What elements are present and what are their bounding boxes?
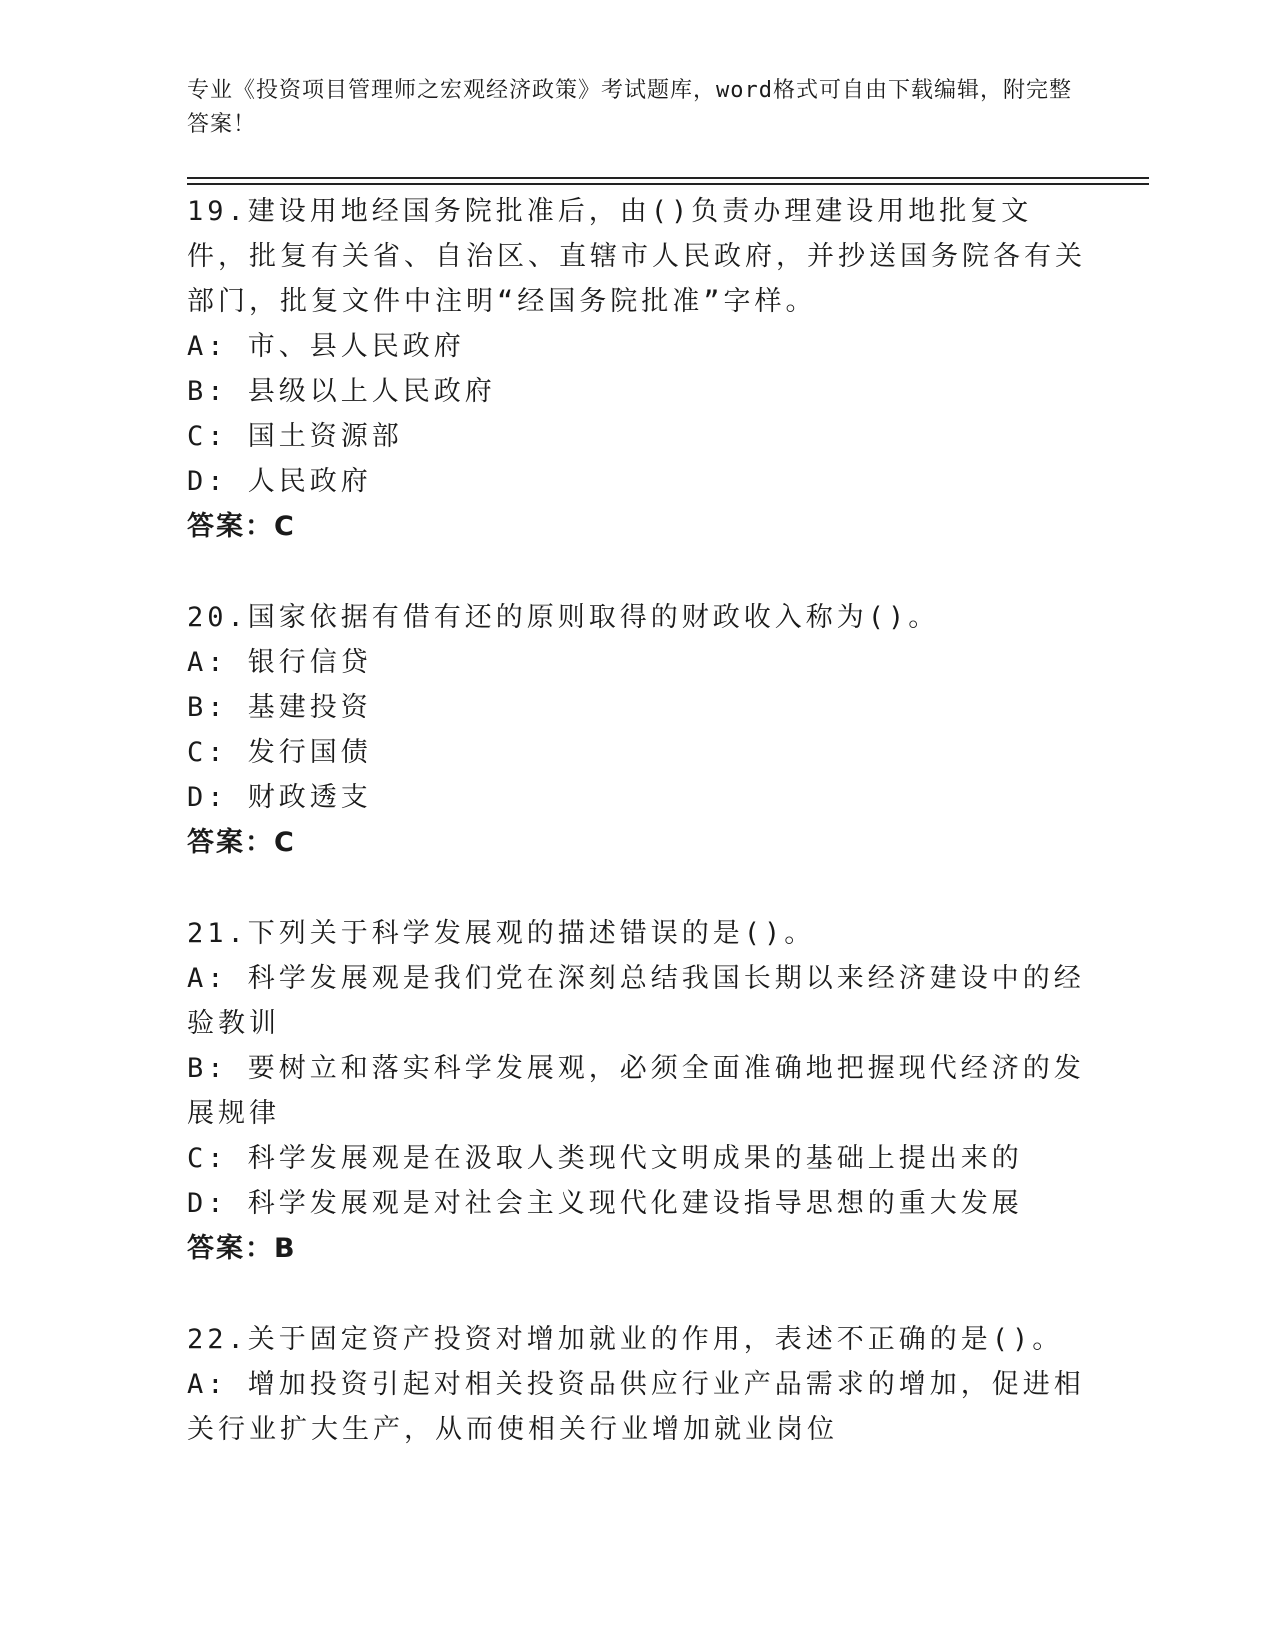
- header-divider-bottom: [187, 183, 1149, 185]
- question-stem: 19.建设用地经国务院批准后，由()负责办理建设用地批复文件，批复有关省、自治区、直辖市人民政府，并抄送国务院各有关部门，批复文件中注明“经国务院批准”字样。: [187, 196, 1086, 317]
- question-20: [187, 595, 1087, 865]
- question-stem: 20.国家依据有借有还的原则取得的财政收入称为()。: [187, 602, 940, 633]
- option-d: D: 人民政府: [187, 466, 372, 497]
- question-list: [187, 189, 1087, 1498]
- question-19: [187, 189, 1087, 549]
- question-22: [187, 1317, 1087, 1452]
- option-c: C: 发行国债: [187, 737, 372, 768]
- document-header: 专业《投资项目管理师之宏观经济政策》考试题库，word格式可自由下载编辑，附完整答案！: [187, 78, 1072, 137]
- question-stem: 22.关于固定资产投资对增加就业的作用，表述不正确的是()。: [187, 1324, 1064, 1355]
- option-a: A: 银行信贷: [187, 647, 372, 678]
- option-d: D: 财政透支: [187, 782, 372, 813]
- answer: 答案：B: [187, 1233, 297, 1264]
- option-c: C: 科学发展观是在汲取人类现代文明成果的基础上提出来的: [187, 1143, 1023, 1174]
- option-c: C: 国土资源部: [187, 421, 403, 452]
- question-stem: 21.下列关于科学发展观的描述错误的是()。: [187, 918, 816, 949]
- question-21: [187, 911, 1087, 1271]
- answer: 答案：C: [187, 827, 296, 858]
- option-a: A: 科学发展观是我们党在深刻总结我国长期以来经济建设中的经验教训: [187, 963, 1085, 1039]
- option-b: B: 要树立和落实科学发展观，必须全面准确地把握现代经济的发展规律: [187, 1053, 1085, 1129]
- option-d: D: 科学发展观是对社会主义现代化建设指导思想的重大发展: [187, 1188, 1023, 1219]
- header-divider-top: [187, 177, 1149, 179]
- option-a: A: 增加投资引起对相关投资品供应行业产品需求的增加，促进相关行业扩大生产，从而使相关行业增加就业岗位: [187, 1369, 1085, 1445]
- answer: 答案：C: [187, 511, 296, 542]
- option-b: B: 基建投资: [187, 692, 372, 723]
- option-b: B: 县级以上人民政府: [187, 376, 496, 407]
- option-a: A: 市、县人民政府: [187, 331, 465, 362]
